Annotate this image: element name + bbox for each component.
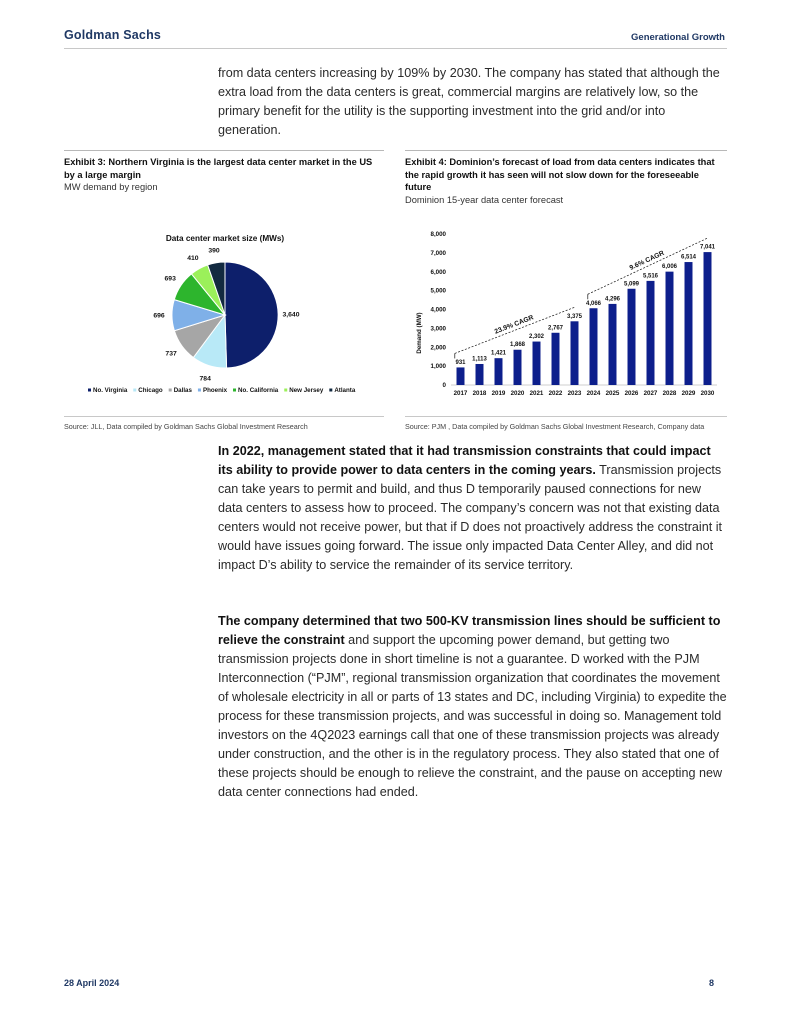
x-tick-label: 2023 xyxy=(567,390,582,397)
bar-value-label: 931 xyxy=(455,359,466,366)
y-tick-label: 8,000 xyxy=(430,231,446,238)
bar-value-label: 6,006 xyxy=(661,264,678,271)
section1-lead: In 2022, management stated that it had transmission constraints that could impact its ability to provide power to data centers in the coming years. xyxy=(218,444,711,477)
bar-value-label: 2,302 xyxy=(528,334,545,340)
exhibit4-source-rule xyxy=(405,416,727,417)
section1-body: Transmission projects can take years to permit and build, and thus D temporarily paused connections for new data centers to assess how to proceed. The company’s concern was not that existing data centers would not receive power, but that if D does not proactively address the constraint it would have issues going forward. The issue only impacted Data Center Alley, and did not impact D’s ability to service the remainder of its service territory. xyxy=(218,463,723,572)
bar-2018 xyxy=(476,364,484,385)
bar-2028 xyxy=(666,272,674,385)
exhibit3-source: Source: JLL, Data compiled by Goldman Sachs Global Investment Research xyxy=(64,422,308,431)
pie-chart xyxy=(64,222,384,402)
bar-value-label: 2,767 xyxy=(547,325,564,332)
bar-value-label: 6,514 xyxy=(680,254,697,261)
pie-value-label: 693 xyxy=(164,275,176,283)
bar-chart xyxy=(405,222,727,404)
report-series-title: Generational Growth xyxy=(631,32,725,43)
legend-item: Atlanta xyxy=(334,387,356,394)
legend-item: No. Virginia xyxy=(93,387,128,394)
footer-date: 28 April 2024 xyxy=(64,978,120,988)
section2-body: and support the upcoming power demand, but getting two transmission projects done in short timeline is not a guarantee. D worked with the PJM Interconnection (“PJM”, regional transmission organization that coordinates the movement of wholesale electricity in all or parts of 13 states and DC, including Virginia) to expedite the process for these transmission projects, and was successful in doing so. Management told investors on the 4Q2023 earnings call that one of these transmission projects was already under construction, and the other is in the regulatory process. They also stated that one of these projects should be enough to relieve the constraint, and the pause on accepting new data center connections had ended. xyxy=(218,633,727,799)
bar-2023 xyxy=(571,321,579,385)
bar-value-label: 1,421 xyxy=(490,350,507,357)
x-tick-label: 2020 xyxy=(510,390,525,397)
legend-item: Phoenix xyxy=(202,387,228,394)
exhibit4-subtitle: Dominion 15-year data center forecast xyxy=(405,194,564,205)
x-tick-label: 2024 xyxy=(586,390,601,397)
x-tick-label: 2017 xyxy=(453,390,468,397)
exhibit3-top-rule xyxy=(64,150,384,151)
x-tick-label: 2027 xyxy=(643,390,658,397)
pie-value-label: 3,640 xyxy=(282,311,300,319)
exhibit4-title: Exhibit 4: Dominion’s forecast of load from data centers indicates that the rapid growth it has seen will not slow down for the foreseeable future xyxy=(405,157,715,192)
section-transmission-lines xyxy=(218,612,728,802)
bar-2025 xyxy=(609,304,617,385)
pie-value-label: 410 xyxy=(187,254,199,262)
bar-2020 xyxy=(514,350,522,385)
exhibit4-top-rule xyxy=(405,150,727,151)
intro-text: from data centers increasing by 109% by 2030. The company has stated that although the extra load from the data centers is great, commercial margins are relatively low, so the primary benefit for the utility is the supporting investment into the grid and/or into generation. xyxy=(218,66,720,137)
section-transmission-constraints xyxy=(218,442,728,575)
bar-value-label: 4,066 xyxy=(585,300,602,307)
bar-2026 xyxy=(628,289,636,385)
exhibit3-header xyxy=(64,156,384,194)
bar-value-label: 1,868 xyxy=(509,342,526,349)
legend-item: New Jersey xyxy=(289,387,324,394)
legend-item: Chicago xyxy=(138,387,163,394)
x-tick-label: 2022 xyxy=(548,390,563,397)
pie-value-label: 390 xyxy=(208,247,220,255)
y-tick-label: 7,000 xyxy=(430,249,446,257)
section2-lead: The company determined that two 500-KV transmission lines should be sufficient to relieve the constraint xyxy=(218,614,721,647)
bar-2019 xyxy=(495,358,503,385)
exhibit4-source: Source: PJM , Data compiled by Goldman Sachs Global Investment Research, Company data xyxy=(405,422,705,431)
section2-paragraph xyxy=(218,612,728,802)
y-tick-label: 4,000 xyxy=(430,306,446,314)
x-tick-label: 2019 xyxy=(491,390,506,397)
pie-value-label: 737 xyxy=(165,350,177,358)
pie-value-label: 696 xyxy=(153,312,165,320)
legend-swatch xyxy=(198,389,201,392)
brand-name: Goldman Sachs xyxy=(64,28,162,42)
x-tick-label: 2028 xyxy=(662,390,677,397)
intro-paragraph xyxy=(218,64,726,140)
x-tick-label: 2029 xyxy=(681,390,696,397)
header-divider xyxy=(64,48,727,49)
bar-value-label: 3,375 xyxy=(566,313,583,320)
x-tick-label: 2018 xyxy=(472,390,487,397)
bar-2017 xyxy=(457,367,465,385)
legend-swatch xyxy=(169,389,172,392)
bar-value-label: 1,113 xyxy=(472,356,487,363)
x-tick-label: 2030 xyxy=(700,390,715,397)
y-tick-label: 2,000 xyxy=(430,344,446,352)
bar-chart-y-axis-label: Demand (MW) xyxy=(416,312,423,354)
exhibit3-subtitle: MW demand by region xyxy=(64,182,158,192)
bar-value-label: 5,516 xyxy=(642,273,659,280)
exhibit4-header xyxy=(405,156,725,206)
cagr-label: 9.6% CAGR xyxy=(628,249,666,272)
exhibit3-title: Exhibit 3: Northern Virginia is the largest data center market in the US by a large margin xyxy=(64,157,373,180)
pie-slice-no-virginia xyxy=(225,262,278,368)
legend-item: Dallas xyxy=(173,387,192,394)
bar-2027 xyxy=(647,281,655,385)
x-tick-label: 2025 xyxy=(605,390,620,397)
page-number: 8 xyxy=(708,978,714,988)
cagr-label: 23.9% CAGR xyxy=(493,314,535,336)
legend-swatch xyxy=(284,389,287,392)
pie-chart-title: Data center market size (MWs) xyxy=(165,234,285,243)
y-tick-label: 5,000 xyxy=(430,287,446,295)
bar-2029 xyxy=(685,262,693,385)
legend-swatch xyxy=(233,389,236,392)
y-tick-label: 1,000 xyxy=(430,363,446,371)
y-tick-label: 6,000 xyxy=(430,268,446,276)
legend-item: No. California xyxy=(238,387,279,394)
bar-2024 xyxy=(590,308,598,385)
bar-value-label: 5,099 xyxy=(623,281,640,288)
bar-2022 xyxy=(552,333,560,385)
legend-swatch xyxy=(329,389,332,392)
exhibit3-source-rule xyxy=(64,416,384,417)
section1-paragraph xyxy=(218,442,728,575)
bar-2021 xyxy=(533,342,541,385)
y-tick-label: 3,000 xyxy=(430,325,446,333)
x-tick-label: 2026 xyxy=(624,390,639,397)
pie-value-label: 784 xyxy=(199,375,211,383)
bar-value-label: 7,041 xyxy=(699,244,716,251)
y-tick-label: 0 xyxy=(442,382,446,389)
bar-2030 xyxy=(704,252,712,385)
legend-swatch xyxy=(133,389,136,392)
x-tick-label: 2021 xyxy=(529,390,544,397)
bar-value-label: 4,296 xyxy=(604,296,621,303)
legend-swatch xyxy=(88,389,91,392)
